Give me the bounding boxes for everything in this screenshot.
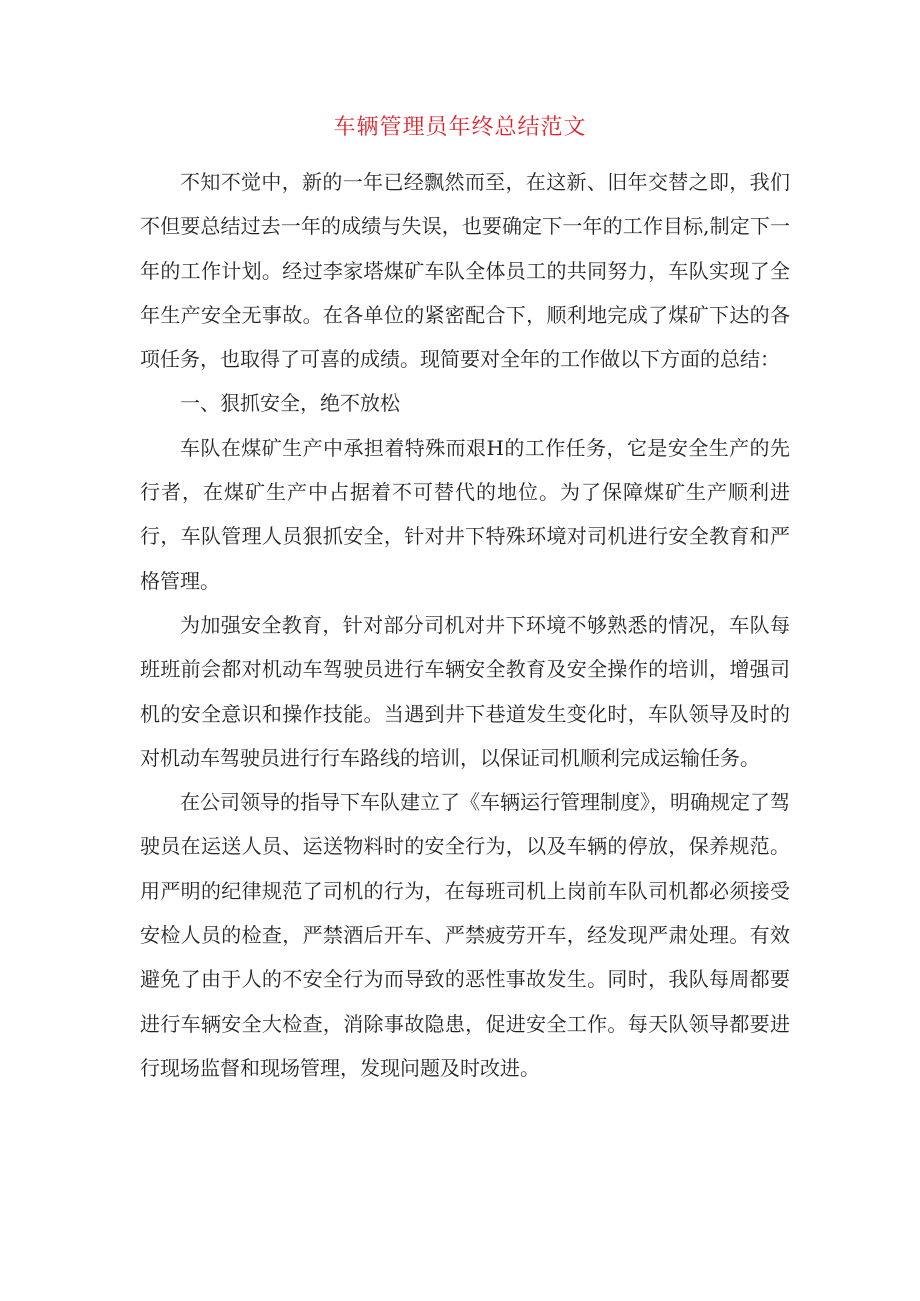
- document-title: 车辆管理员年终总结范文: [333, 115, 587, 140]
- paragraph-safety-education: 为加强安全教育，针对部分司机对井下环境不够熟悉的情况，车队每班班前会都对机动车驾驶员进行车辆安全教育及安全操作的培训，增强司机的安全意识和操作技能。当遇到井下巷道发生变化时，车队领导及时的对机动车驾驶员进行行车路线的培训，以保证司机顺利完成运输任务。: [140, 612, 790, 770]
- section-heading-safety: 一、狠抓安全，绝不放松: [180, 391, 400, 416]
- paragraph-management-rules: 在公司领导的指导下车队建立了《车辆运行管理制度》，明确规定了驾驶员在运送人员、运送物料时的安全行为，以及车辆的停放，保养规范。用严明的纪律规范了司机的行为，在每班司机上岗前车队司机都必须接受安检人员的检查，严禁酒后开车、严禁疲劳开车，经发现严肃处理。有效避免了由于人的不安全行为而导致的恶性事故发生。同时，我队每周都要进行车辆安全大检查，消除事故隐患，促进安全工作。每天队领导都要进行现场监督和现场管理，发现问题及时改进。: [140, 790, 790, 1080]
- document-body: [140, 160, 790, 1090]
- paragraph-intro: 不知不觉中，新的一年已经飘然而至，在这新、旧年交替之即，我们不但要总结过去一年的成绩与失误，也要确定下一年的工作目标,制定下一年的工作计划。经过李家塔煤矿车队全体员工的共同努力，车队实现了全年生产安全无事故。在各单位的紧密配合下，顺利地完成了煤矿下达的各项任务，也取得了可喜的成绩。现简要对全年的工作做以下方面的总结：: [140, 170, 790, 372]
- paragraph-safety-role: 车队在煤矿生产中承担着特殊而艰H的工作任务，它是安全生产的先行者，在煤矿生产中占据着不可替代的地位。为了保障煤矿生产顺利进行，车队管理人员狠抓安全，针对井下特殊环境对司机进行安全教育和严格管理。: [140, 435, 790, 593]
